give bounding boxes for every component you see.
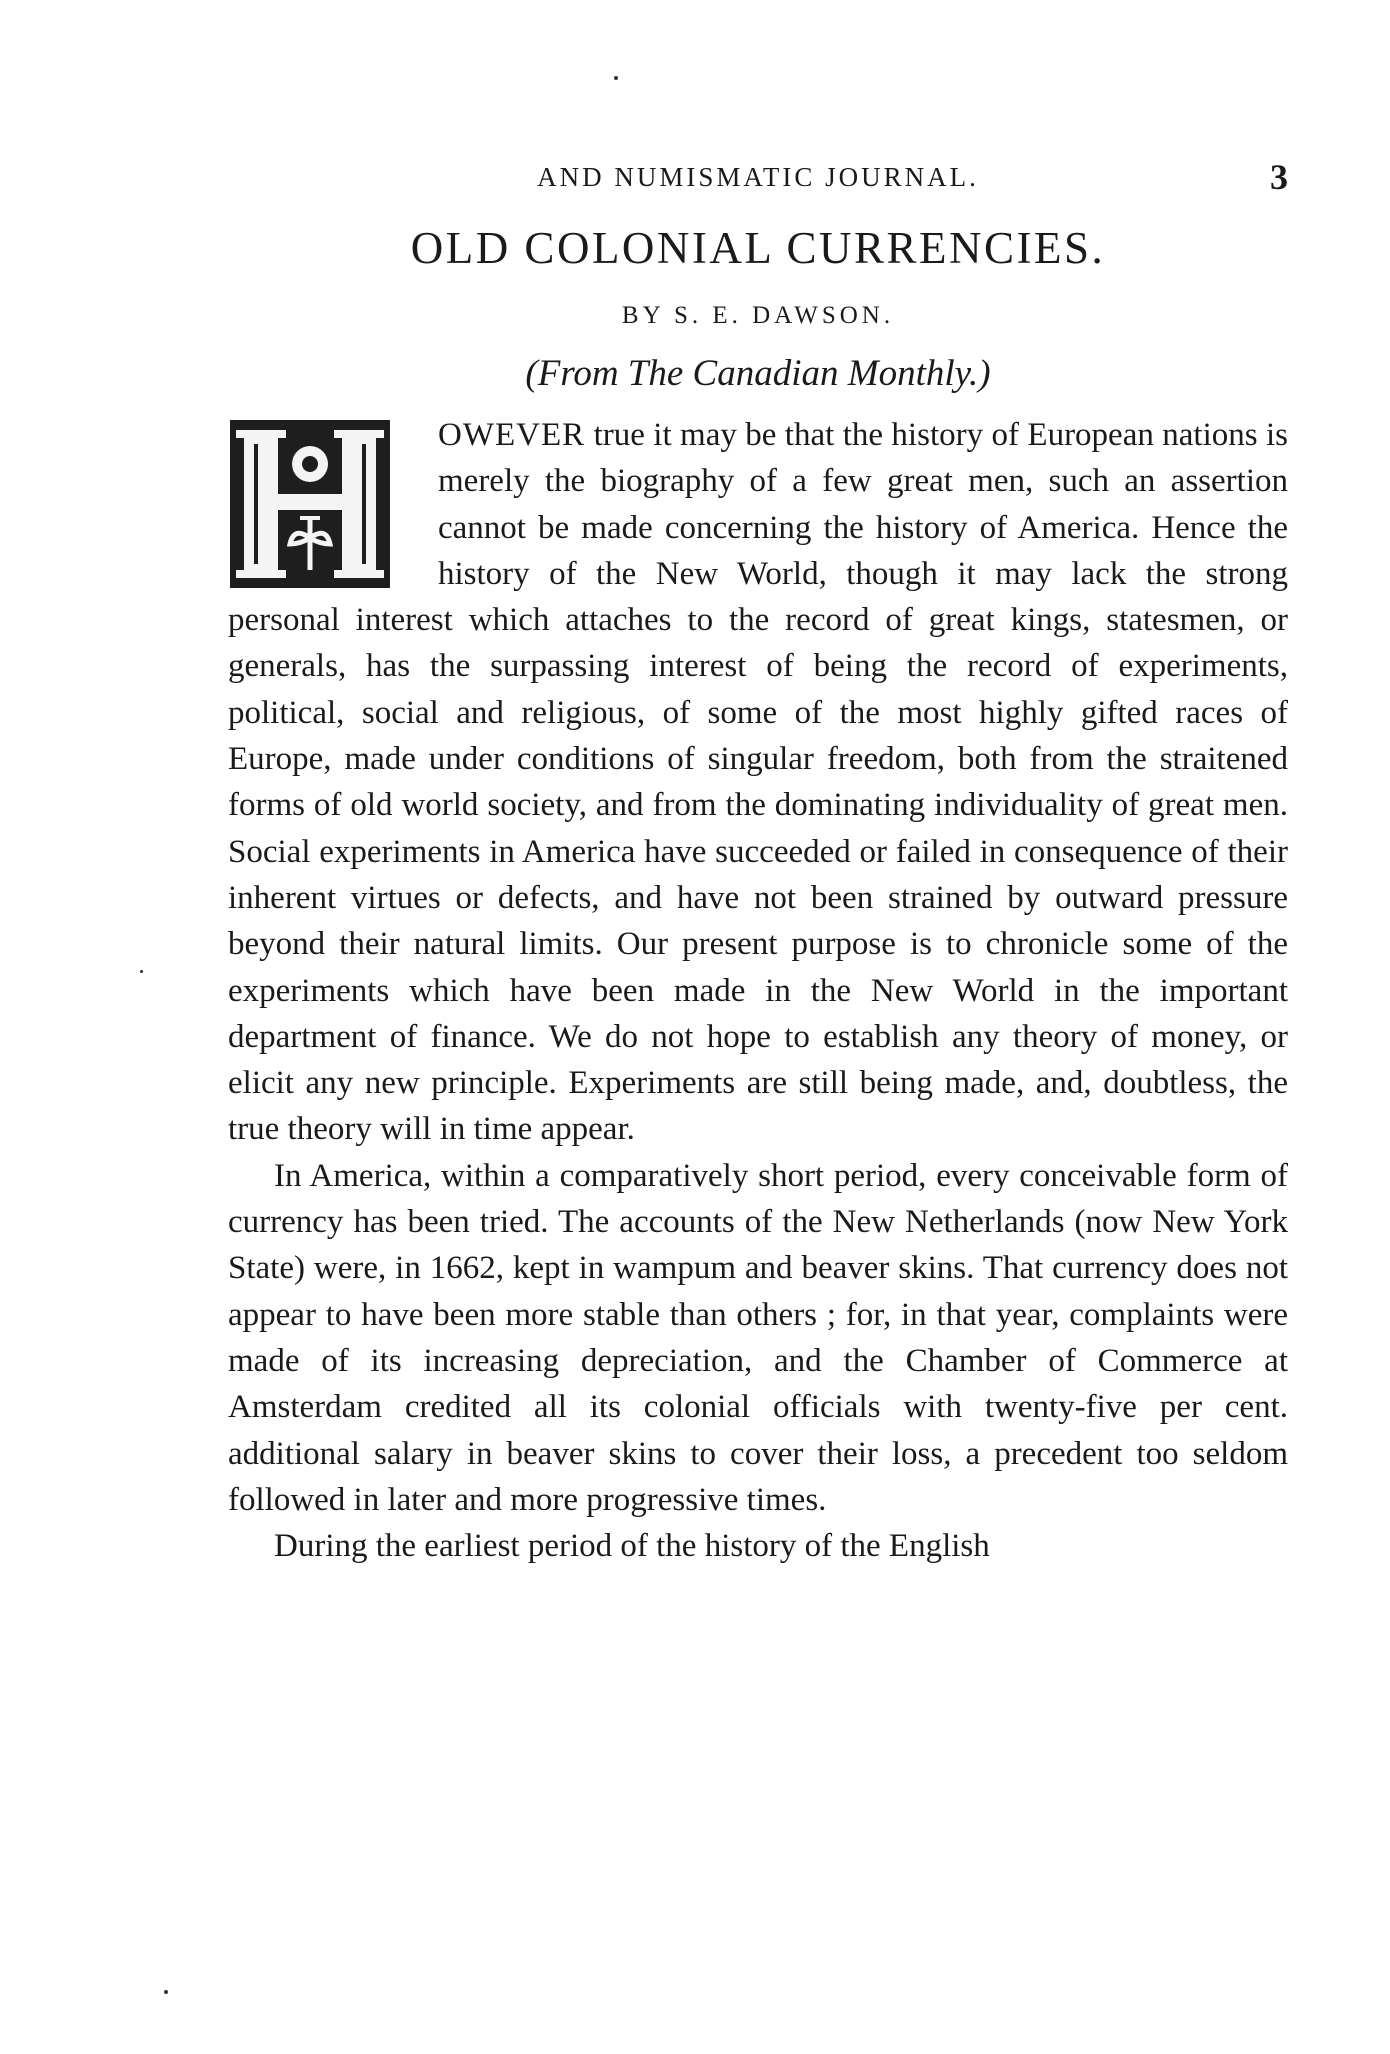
print-speck — [140, 970, 143, 973]
print-speck — [164, 1990, 168, 1994]
running-head-title: AND NUMISMATIC JOURNAL. — [537, 162, 979, 192]
first-word-rest: OWEVER — [438, 417, 586, 453]
article-title: OLD COLONIAL CURRENCIES. — [410, 223, 1106, 273]
paragraph-3: During the earliest period of the history of the English — [274, 1528, 990, 1565]
paragraph-1 — [228, 412, 1288, 1153]
article-byline: BY S. E. DAWSON. — [621, 302, 895, 329]
paragraph-2: In America, within a comparatively short period, every conceivable form of currency has been tried. The accounts of the New Netherlands (now New York State) were, in 1662, kept in wampum and beaver skins. That currency does not appear to have been more stable than others ; for, in that year, complaints were made of its increasing depreciation, and the Chamber of Commerce at Amsterdam credited all its colonial officials with twenty-five per cent. additional salary in beaver skins to cover their loss, a precedent too seldom followed in later and more progressive times. — [228, 1157, 1288, 1518]
page-number: 3 — [1270, 157, 1288, 197]
article-source: (From The Canadian Monthly.) — [525, 353, 991, 394]
print-speck — [614, 76, 618, 80]
article-body — [228, 412, 1288, 1569]
paragraph-1-text: true it may be that the history of European nations is merely the biography of a few great men, such an assertion cannot be made concerning the history of America. Hence the history of the New World, though it may lack the strong personal interest which attaches to the record of great kings, statesmen, or generals, has the surpassing interest of being the record of experiments, political, social and religious, of some of the most highly gifted races of Europe, made under conditions of singular freedom, both from the straitened forms of old world society, and from the dominating individuality of great men. Social experiments in America have succeeded or failed in consequence of their inherent virtues or defects, and have not been strained by outward pressure beyond their natural limits. Our present purpose is to chronicle some of the experiments which have been made in the New World in the important department of finance. We do not hope to establish any theory of money, or elicit any new principle. Experiments are still being made, and, doubtless, the true theory will in time appear. — [228, 417, 1289, 1148]
